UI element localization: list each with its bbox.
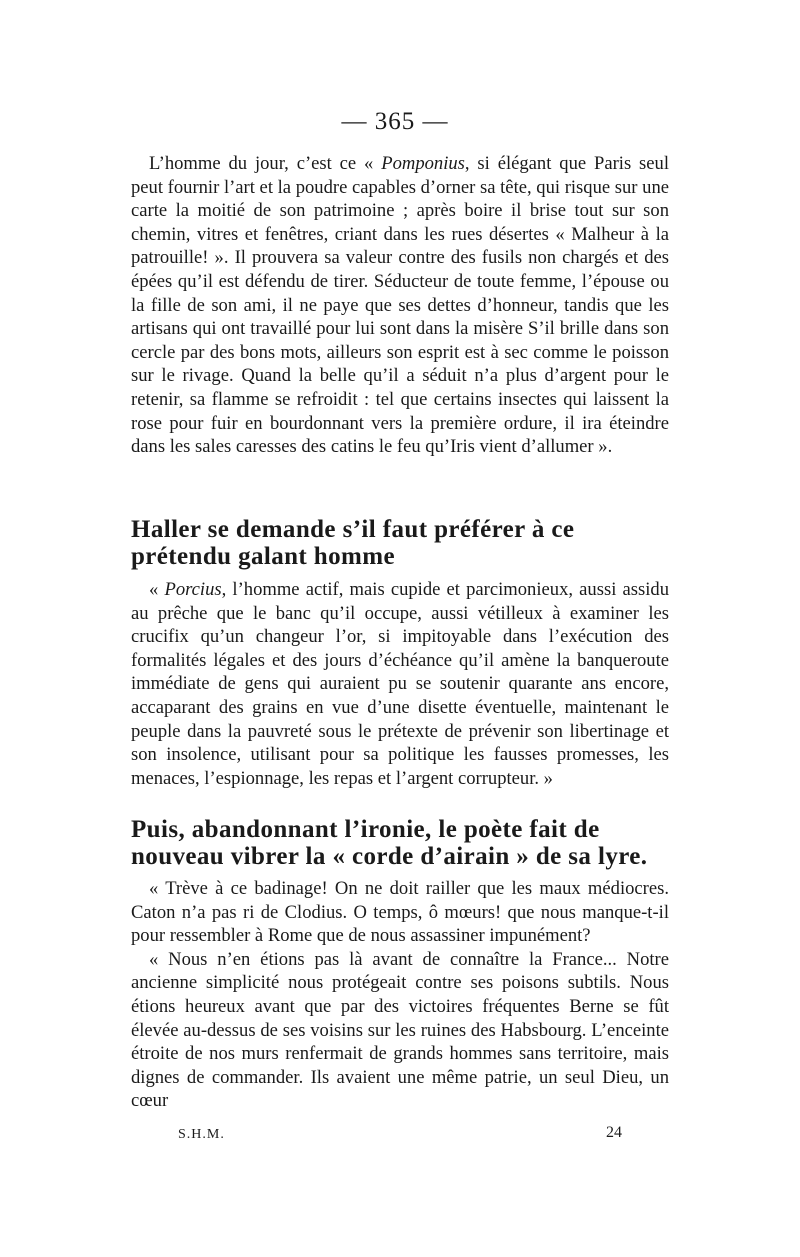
- section-heading-haller: Haller se demande s’il faut préférer à ce prétendu galant homme: [131, 516, 575, 570]
- name-pomponius: Pomponius: [381, 153, 465, 174]
- quote-porcius: [131, 578, 669, 790]
- paragraph-text: L’homme du jour, c’est ce « Pomponius, si élégant que Paris seul peut fournir l’art et la poudre capables d’orner sa tête, qui risque sur une carte la moitié de son patrimoine ; après boire il brise tout sur son chemin, vitres et fenêtres, criant dans les rues désertes « Malheur à la patrouille! ». Il prouvera sa valeur contre des fusils non chargés et des épées qu’il est défendu de tirer. Séducteur de toute femme, l’épouse ou la fille de son ami, il ne paye que ses dettes d’honneur, tandis que les artisans qui ont travaillé pour lui sont dans la misère S’il brille dans son cercle par des bons mots, ailleurs son esprit est à sec comme le poisson sur le rivage. Quand la belle qu’il a séduit n’a plus d’argent pour le retenir, sa flamme se refroidit : tel que certains insectes qui laissent la rose pour fuir en bourdonnant vers la première ordure, il ira éteindre dans les sales caresses des catins le feu qu’Iris vient d’allumer ».: [131, 153, 670, 458]
- quote-paragraph-2: « Nous n’en étions pas là avant de connaître la France... Notre ancienne simplicité nous protégeait contre ses poisons subtils. Nous étions heureux avant que par des victoires fréquentes Berne se fût élevée au-dessus de ses voisins sur les ruines des Habsbourg. L’enceinte étroite de nos murs renfermait de grands hommes sans territoire, mais dignes de commander. Ils avaient une même patrie, un seul Dieu, un cœur: [131, 948, 669, 1112]
- section-heading-lyre: Puis, abandonnant l’ironie, le poète fait de nouveau vibrer la « corde d’airain » de sa lyre.: [131, 816, 648, 870]
- sheet-number: 24: [606, 1124, 622, 1141]
- page-number: — 365 —: [341, 108, 449, 135]
- quote-text: « Porcius, l’homme actif, mais cupide et parcimonieux, aussi assidu au prêche que le banc qu’il occupe, aussi vétilleux à examiner les crucifix qu’un changeur l’or, si impitoyable dans l’exécution des formalités légales et des jours d’échéance qu’il amène la banqueroute immédiate de gens qui auraient pu se soutenir quarante ans encore, accaparant des grains en vue d’une disette éventuelle, maintenant le peuple dans la pauvreté sous le prétexte de prévenir son libertinage et son insolence, utilisant pour sa politique les fausses promesses, les menaces, l’espionnage, les repas et l’argent corrupteur. »: [131, 579, 669, 789]
- quote-treve: [131, 877, 669, 1113]
- quote-paragraph-1: « Trève à ce badinage! On ne doit railler que les maux médiocres. Caton n’a pas ri de Clodius. O temps, ô mœurs! que nous manque-t-il pour ressembler à Rome que de nous assassiner impunément?: [131, 878, 669, 947]
- name-porcius: Porcius: [164, 579, 222, 600]
- signature-mark: S.H.M.: [178, 1127, 225, 1142]
- paragraph-pomponius: [131, 152, 669, 459]
